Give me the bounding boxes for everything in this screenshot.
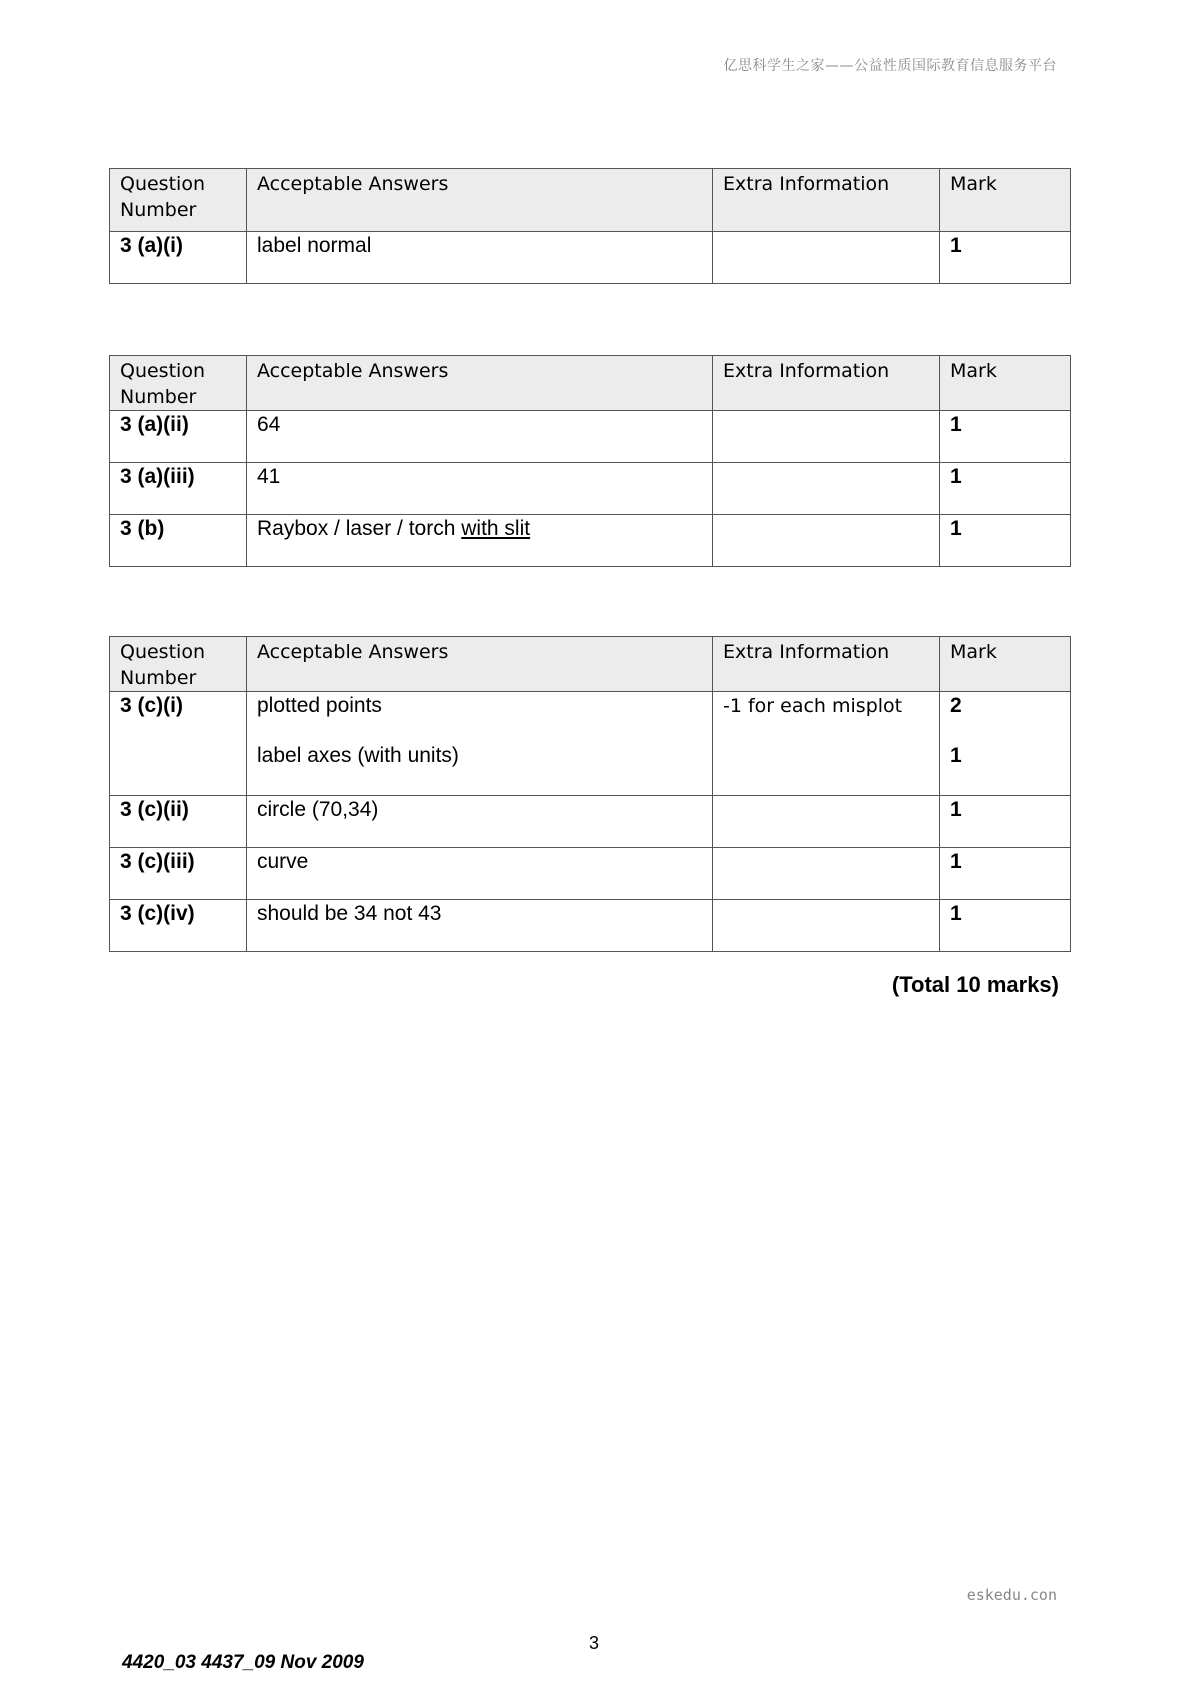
answer-line-2: label axes (with units): [257, 744, 459, 767]
answer-line-1: plotted points: [257, 694, 382, 717]
answer-text: Raybox / laser / torch: [257, 517, 462, 540]
table-row: [110, 515, 1071, 567]
extra-information: [713, 515, 940, 567]
mark-scheme-table-3: [109, 636, 1071, 952]
mark-line-2: 1: [950, 744, 962, 767]
header-mark: Mark: [940, 637, 1071, 692]
mark-value: 1: [940, 411, 1071, 463]
header-extra-information: Extra Information: [713, 637, 940, 692]
header-question-number: Question Number: [110, 637, 247, 692]
question-number: 3 (c)(iii): [110, 848, 247, 900]
table-header-row: [110, 356, 1071, 411]
header-mark: Mark: [940, 169, 1071, 232]
header-question-number: Question Number: [110, 356, 247, 411]
mark-line-1: 2: [950, 694, 962, 717]
answer-underlined-text: with slit: [461, 517, 531, 540]
header-acceptable-answers: Acceptable Answers: [247, 169, 713, 232]
site-watermark: eskedu.con: [966, 1586, 1057, 1604]
mark-scheme-table-1: [109, 168, 1071, 284]
table-row: [110, 411, 1071, 463]
extra-information: [713, 232, 940, 284]
acceptable-answer: label normal: [247, 232, 713, 284]
table-header-row: [110, 169, 1071, 232]
mark-value: 1: [940, 848, 1071, 900]
mark-value: 1: [940, 232, 1071, 284]
header-watermark: 亿思科学生之家——公益性质国际教育信息服务平台: [723, 58, 1057, 74]
header-question-number: Question Number: [110, 169, 247, 232]
question-number: 3 (a)(i): [110, 232, 247, 284]
total-marks: (Total 10 marks): [891, 972, 1059, 997]
extra-information: [713, 796, 940, 848]
acceptable-answer: should be 34 not 43: [247, 900, 713, 952]
table-row: [110, 232, 1071, 284]
extra-information: [713, 463, 940, 515]
question-number: 3 (c)(i): [110, 692, 247, 796]
header-extra-information: Extra Information: [713, 356, 940, 411]
acceptable-answer: 64: [247, 411, 713, 463]
footer-paper-code: 4420_03 4437_09 Nov 2009: [122, 1652, 364, 1673]
extra-information: -1 for each misplot: [713, 692, 940, 796]
header-extra-information: Extra Information: [713, 169, 940, 232]
mark-value: 1: [940, 796, 1071, 848]
header-acceptable-answers: Acceptable Answers: [247, 356, 713, 411]
mark-value: 1: [940, 463, 1071, 515]
table-row: [110, 848, 1071, 900]
extra-information: [713, 848, 940, 900]
table-row: [110, 796, 1071, 848]
question-number: 3 (c)(iv): [110, 900, 247, 952]
table-header-row: [110, 637, 1071, 692]
table-row: [110, 900, 1071, 952]
table-row: [110, 463, 1071, 515]
question-number: 3 (c)(ii): [110, 796, 247, 848]
acceptable-answer: [247, 515, 713, 567]
extra-information: [713, 900, 940, 952]
page-number: 3: [589, 1633, 600, 1653]
question-number: 3 (a)(ii): [110, 411, 247, 463]
mark-scheme-table-2: [109, 355, 1071, 567]
mark-value: 1: [940, 900, 1071, 952]
acceptable-answer: [247, 692, 713, 796]
header-mark: Mark: [940, 356, 1071, 411]
acceptable-answer: 41: [247, 463, 713, 515]
mark-value: 1: [940, 515, 1071, 567]
question-number: 3 (a)(iii): [110, 463, 247, 515]
mark-value: [940, 692, 1071, 796]
table-row: [110, 692, 1071, 796]
extra-information: [713, 411, 940, 463]
header-acceptable-answers: Acceptable Answers: [247, 637, 713, 692]
question-number: 3 (b): [110, 515, 247, 567]
acceptable-answer: circle (70,34): [247, 796, 713, 848]
acceptable-answer: curve: [247, 848, 713, 900]
